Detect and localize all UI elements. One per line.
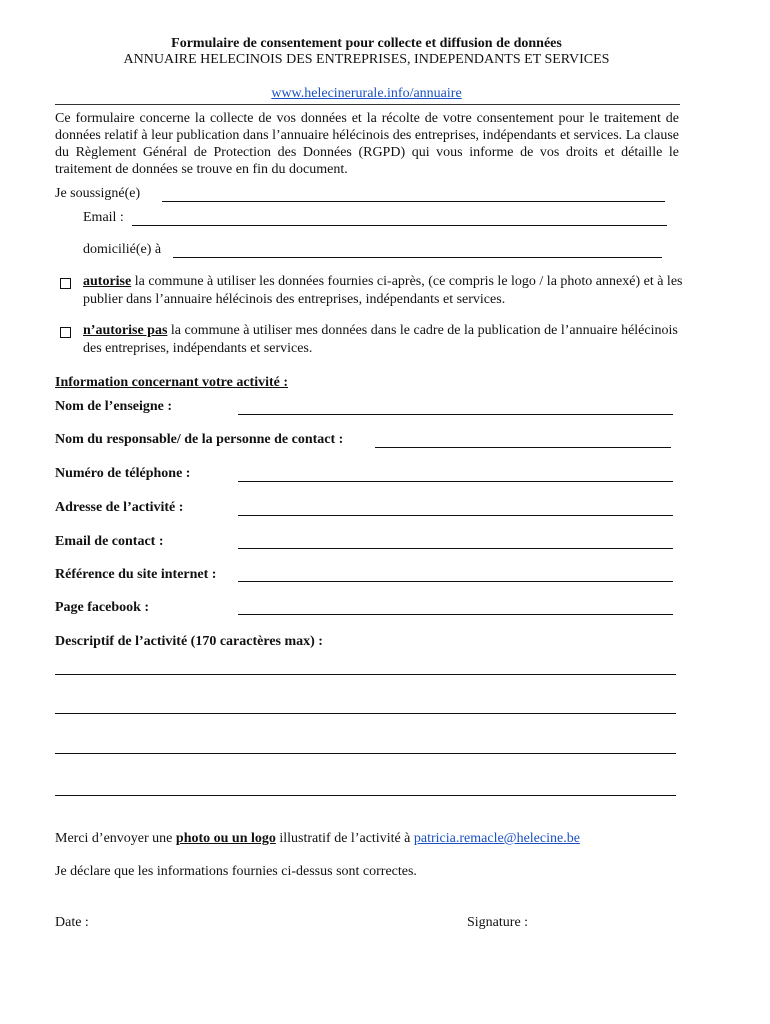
photo-bold: photo ou un logo xyxy=(175,831,276,846)
domicile-line[interactable] xyxy=(173,257,662,258)
directory-url-link[interactable]: www.helecinerurale.info/annuaire xyxy=(271,86,462,101)
facebook-label: Page facebook : xyxy=(55,600,150,615)
site-label: Référence du site internet : xyxy=(55,567,217,582)
responsable-line[interactable] xyxy=(375,447,671,448)
descriptif-line[interactable] xyxy=(55,674,676,675)
soussigne-label: Je soussigné(e) xyxy=(55,186,141,201)
telephone-label: Numéro de téléphone : xyxy=(55,466,191,481)
authorize-checkbox[interactable] xyxy=(60,278,71,289)
enseigne-label: Nom de l’enseigne : xyxy=(55,399,173,414)
descriptif-line[interactable] xyxy=(55,713,676,714)
descriptif-line[interactable] xyxy=(55,795,676,796)
adresse-label: Adresse de l’activité : xyxy=(55,500,184,515)
email-contact-label: Email de contact : xyxy=(55,534,164,549)
refuse-checkbox[interactable] xyxy=(60,327,71,338)
soussigne-line[interactable] xyxy=(162,201,665,202)
facebook-line[interactable] xyxy=(238,614,673,615)
date-label: Date : xyxy=(55,915,89,930)
activity-heading: Information concernant votre activité : xyxy=(55,375,289,390)
responsable-label: Nom du responsable/ de la personne de contact : xyxy=(55,432,344,447)
email-contact-line[interactable] xyxy=(238,548,673,549)
authorize-keyword: autorise xyxy=(83,274,132,289)
refuse-text xyxy=(83,322,683,358)
directory-url xyxy=(0,86,733,102)
refuse-keyword: n’autorise pas xyxy=(83,323,168,338)
photo-request xyxy=(55,831,580,847)
header-divider xyxy=(55,104,680,105)
identity-email-line[interactable] xyxy=(132,225,667,226)
descriptif-label: Descriptif de l’activité (170 caractères max) : xyxy=(55,634,323,649)
photo-prefix: Merci d’envoyer une xyxy=(55,831,176,846)
photo-suffix: illustratif de l’activité à xyxy=(275,831,414,846)
signature-label: Signature : xyxy=(467,915,529,930)
identity-email-label: Email : xyxy=(83,210,124,225)
site-line[interactable] xyxy=(238,581,673,582)
intro-paragraph: Ce formulaire concerne la collecte de vos données et la récolte de votre consentement pour le traitement de données relatif à leur publication dans l’annuaire hélécinois des entreprises, indépendants et services. La clause du Règlement Général de Protection des Données (RGPD) qui vous informe de vos droits et détaille le traitement de données se trouve en fin du document. xyxy=(55,111,679,177)
contact-email-link[interactable]: patricia.remacle@helecine.be xyxy=(413,831,580,846)
descriptif-line[interactable] xyxy=(55,753,676,754)
form-subtitle: ANNUAIRE HELECINOIS DES ENTREPRISES, INDEPENDANTS ET SERVICES xyxy=(123,52,610,67)
refuse-description: la commune à utiliser mes données dans le cadre de la publication de l’annuaire hélécinois des entreprises, indépendants et services. xyxy=(83,323,678,356)
domicile-label: domicilié(e) à xyxy=(83,242,162,257)
authorize-description: la commune à utiliser les données fournies ci-après, (ce compris le logo / la photo annexé) et à les publier dans l’annuaire hélécinois des entreprises, indépendants et services. xyxy=(83,274,683,307)
adresse-line[interactable] xyxy=(238,515,673,516)
form-title: Formulaire de consentement pour collecte et diffusion de données xyxy=(171,36,562,51)
enseigne-line[interactable] xyxy=(238,414,673,415)
declaration-text: Je déclare que les informations fournies ci-dessus sont correctes. xyxy=(55,864,417,879)
authorize-text xyxy=(83,273,683,309)
telephone-line[interactable] xyxy=(238,481,673,482)
